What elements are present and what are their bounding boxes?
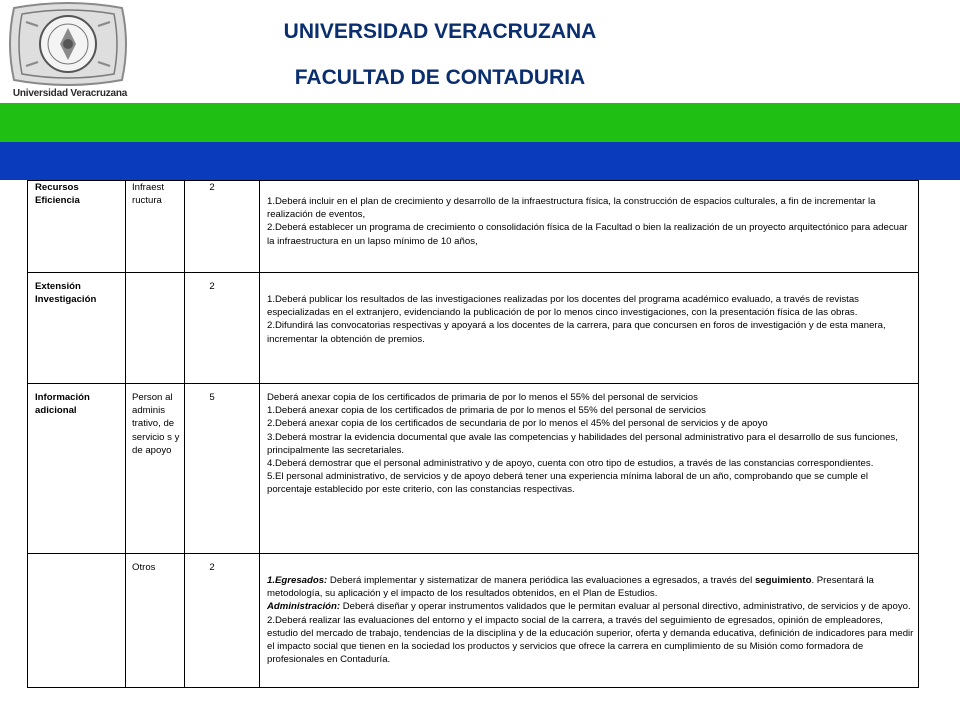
recommendation-item: 3.Deberá mostrar la evidencia documental que avale las competencias y habilidades del personal administrativo para el desarrollo de sus funciones, principalmente las secretariales.	[267, 431, 898, 456]
administracion-text: Deberá diseñar y operar instrumentos validados que le permitan evaluar al personal directivo, administrativo, de servicios y de apoyo.	[340, 601, 911, 613]
area-cell: Infraest ructura	[126, 181, 185, 273]
recommendation-item: 1.Deberá incluir en el plan de crecimiento y desarrollo de la infraestructura física, la construcción de espacios culturales, a fin de incrementar la realización de eventos,	[267, 196, 876, 221]
university-title: UNIVERSIDAD VERACRUZANA	[283, 20, 597, 43]
area-cell: Otros	[126, 554, 185, 688]
table-row	[28, 273, 919, 384]
number-cell: 2	[185, 273, 260, 384]
administracion-item	[267, 600, 914, 613]
university-seal-icon	[4, 2, 132, 86]
blue-band	[0, 142, 960, 180]
recommendation-item: 2.Deberá establecer un programa de crecimiento o consolidación física de la Facultad o bien la realización de un proyecto arquitectónico para adecuar la infraestructura en un lapso mínimo de 10 años,	[267, 222, 908, 247]
logo-caption: Universidad Veracruzana	[12, 88, 128, 99]
number-cell: 2	[185, 181, 260, 273]
area-cell: Person al adminis trativo, de servicio s y de apoyo	[126, 384, 185, 554]
recommendations-cell	[260, 554, 919, 688]
recommendation-item: 2.Deberá anexar copia de los certificados de secundaria de por lo menos el 45% del personal de servicios y de apoyo	[267, 418, 768, 430]
recommendations-cell	[260, 384, 919, 554]
recommendation-item: 1.Deberá publicar los resultados de las investigaciones realizadas por los docentes del programa académico evaluado, a través de revistas especializadas en el extranjero, evidenciando la publicación de por lo menos cinco investigaciones, con la presentación física de las obras.	[267, 294, 859, 319]
green-band	[0, 103, 960, 142]
faculty-title: FACULTAD DE CONTADURIA	[294, 66, 586, 89]
category-cell: Extensión Investigación	[28, 273, 126, 384]
category-cell: Información adicional	[28, 384, 126, 554]
criteria-table	[27, 180, 919, 688]
recommendation-item: 4.Deberá demostrar que el personal administrativo y de apoyo, cuenta con otro tipo de estudios, a través de las constancias correspondientes.	[267, 458, 874, 470]
egresados-bold: seguimiento	[754, 575, 812, 586]
egresados-text: Deberá implementar y sistematizar de manera periódica las evaluaciones a egresados, a través del	[327, 575, 755, 586]
recommendations-cell	[260, 273, 919, 384]
recommendation-item: Deberá anexar copia de los certificados de primaria de por lo menos el 55% del personal de servicios	[267, 392, 698, 403]
recommendation-item: 2.Difundirá las convocatorias respectivas y apoyará a los docentes de la carrera, para que concursen en foros de investigación y de esta manera, incrementar la obtención de premios.	[267, 320, 886, 345]
table-row	[28, 384, 919, 554]
egresados-rest: . Presentará la metodología, su aplicación y el impacto de los resultados obtenidos, en el Plan de Estudios.	[267, 575, 874, 600]
number-cell: 2	[185, 554, 260, 688]
recommendation-item: 2.Deberá realizar las evaluaciones del entorno y el impacto social de la carrera, a través del seguimiento de egresados, opinión de empleadores, estudio del mercado de trabajo, tendencias de la disciplina y de la educación superior, oferta y demanda educativa, definición de indicadores para medir el impacto social que tienen en la sociedad los productos y servicios que ofrece la carrera en cumplimiento de su Misión como formadora de profesionales en Contaduría.	[267, 614, 914, 666]
recommendation-item: 5.El personal administrativo, de servicios y de apoyo deberá tener una experiencia mínima laboral de un año, comprobando que se cumple el porcentaje establecido por este criterio, con las constancias respectivas.	[267, 471, 869, 496]
university-logo	[4, 2, 132, 102]
administracion-label: Administración:	[267, 601, 341, 613]
recommendation-item: 1.Deberá anexar copia de los certificados de primaria de por lo menos el 55% del personal de servicios	[267, 405, 706, 417]
recommendations-cell	[260, 181, 919, 273]
number-cell: 5	[185, 384, 260, 554]
egresados-label: 1.Egresados:	[267, 575, 328, 586]
table-row	[28, 554, 919, 688]
area-cell	[126, 273, 185, 384]
table-row	[28, 181, 919, 273]
category-cell	[28, 554, 126, 688]
category-cell: Recursos Eficiencia	[28, 181, 126, 273]
egresados-item	[267, 574, 914, 600]
